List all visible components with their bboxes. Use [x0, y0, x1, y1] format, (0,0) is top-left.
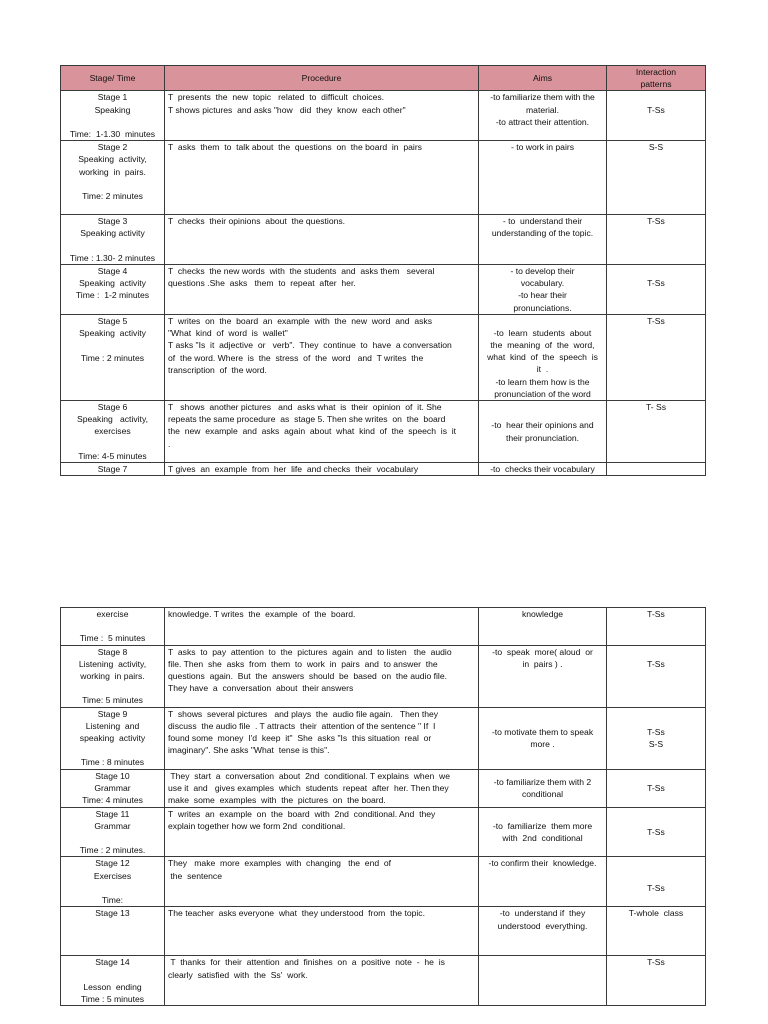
stage-cell-line: Grammar	[94, 820, 131, 831]
stage-cell-line: Speaking activity	[80, 228, 145, 239]
procedure-cell-line: T shows several pictures and plays the audio file again. Then they	[168, 708, 439, 719]
interaction-cell-line	[610, 91, 702, 103]
stage-cell-line: Stage 10	[95, 770, 130, 781]
interaction-cell-line: S-S	[648, 739, 664, 750]
stage-cell	[61, 769, 165, 807]
procedure-cell	[165, 265, 479, 315]
aims-cell	[479, 645, 607, 707]
stage-cell-line	[64, 832, 161, 844]
stage-cell-line	[64, 682, 161, 694]
aims-cell-line: -to familiarize them with 2	[493, 776, 592, 787]
procedure-cell-line: discuss the audio file . T attracts their attention of the sentence " If I	[168, 720, 436, 731]
interaction-cell-line: T-Ss	[647, 104, 665, 115]
stage-cell-line	[64, 178, 161, 190]
stage-cell-line: exercises	[94, 426, 131, 437]
table-row	[61, 608, 706, 646]
interaction-cell	[607, 91, 706, 141]
interaction-cell-line: T-Ss	[647, 826, 665, 837]
aims-cell-line: -to hear their opinions and	[491, 420, 594, 431]
stage-cell	[61, 91, 165, 141]
stage-cell-line: Speaking activity,	[76, 414, 148, 425]
procedure-cell-line: clearly satisfied with the Ss' work.	[168, 969, 308, 980]
procedure-cell	[165, 907, 479, 956]
stage-cell-line: Stage 4	[97, 266, 128, 276]
aims-cell-line: material.	[526, 104, 559, 115]
interaction-cell-line: T-Ss	[647, 609, 665, 619]
stage-cell-line: working in pairs.	[80, 671, 145, 681]
stage-cell-line: Stage 2	[97, 142, 128, 153]
procedure-cell	[165, 401, 479, 463]
aims-cell	[479, 807, 607, 857]
procedure-cell-line: T shows pictures and asks "how did they know each other"	[168, 104, 406, 115]
stage-cell	[61, 608, 165, 646]
interaction-cell	[607, 707, 706, 769]
table-header-row	[61, 66, 706, 91]
stage-cell-line: Stage 6	[97, 402, 128, 412]
header-procedure: Procedure	[165, 66, 479, 91]
interaction-cell	[607, 315, 706, 401]
aims-cell-line: -to checks their vocabulary	[490, 464, 595, 474]
table-row	[61, 215, 706, 265]
stage-cell-line: Time : 8 minutes	[80, 757, 145, 768]
aims-cell-line: -to understand if they	[499, 908, 586, 919]
table-row	[61, 857, 706, 907]
interaction-cell-line	[610, 265, 702, 277]
stage-cell-line: Stage 9	[97, 708, 128, 719]
table-row	[61, 907, 706, 956]
stage-cell-line	[64, 744, 161, 756]
aims-cell	[479, 857, 607, 907]
aims-cell-line: -to learn them how is the	[495, 376, 590, 387]
procedure-cell-line: T writes on the board an example with the new word and asks	[168, 316, 432, 326]
aims-cell-line: in pairs ) .	[522, 658, 563, 669]
stage-cell-line: Stage 13	[95, 908, 130, 919]
header-stage-time: Stage/ Time	[61, 66, 165, 91]
stage-cell-line	[64, 438, 161, 450]
stage-cell	[61, 401, 165, 463]
procedure-cell	[165, 645, 479, 707]
stage-cell-line: Time : 2 minutes.	[79, 845, 146, 856]
interaction-cell-line: T-Ss	[647, 957, 665, 968]
table-row	[61, 707, 706, 769]
stage-cell-line: Lesson ending	[83, 981, 142, 992]
procedure-cell	[165, 769, 479, 807]
procedure-cell-line: T presents the new topic related to difficult choices.	[168, 92, 385, 103]
procedure-cell-line: the sentence	[168, 870, 222, 881]
stage-cell-line: Stage 11	[95, 808, 130, 819]
procedure-cell-line: The teacher asks everyone what they understood from the topic.	[168, 908, 425, 919]
aims-cell	[479, 215, 607, 265]
stage-cell-line: Stage 14	[95, 957, 130, 968]
table-body-part-1	[61, 91, 706, 476]
procedure-cell-line: T thanks for their attention and finishes on a positive note - he is	[168, 957, 445, 968]
aims-cell	[479, 769, 607, 807]
aims-cell-line: - to develop their	[510, 266, 575, 276]
interaction-cell	[607, 857, 706, 907]
stage-cell-line: Time : 1.30- 2 minutes	[69, 252, 156, 263]
stage-cell-line: Stage 12	[95, 858, 130, 869]
lesson-plan-table-part-2	[60, 607, 705, 1006]
procedure-cell	[165, 463, 479, 476]
stage-cell	[61, 265, 165, 315]
procedure-cell-line: file. Then she asks from them to work in pairs and to answer the	[168, 658, 438, 669]
procedure-cell	[165, 91, 479, 141]
stage-cell	[61, 215, 165, 265]
aims-cell-line: vocabulary.	[520, 278, 565, 289]
stage-cell-line: Stage 3	[97, 216, 128, 227]
stage-cell-line: Time:	[101, 894, 124, 905]
procedure-cell-line: .	[168, 438, 171, 449]
aims-cell-line	[482, 956, 603, 968]
stage-cell-line: Listening activity,	[78, 658, 147, 669]
interaction-cell	[607, 608, 706, 646]
stage-cell-line: Stage 5	[97, 316, 128, 326]
stage-cell-line: Speaking activity	[79, 328, 146, 339]
interaction-cell-line: T- Ss	[645, 402, 667, 412]
stage-cell-line: Grammar	[94, 782, 131, 793]
stage-cell	[61, 463, 165, 476]
procedure-cell-line: They have a conversation about their answers	[168, 683, 354, 694]
aims-cell-line: -to attract their attention.	[495, 116, 590, 127]
procedure-cell-line: the new example and asks again about what kind of the speech is it	[168, 426, 457, 437]
aims-cell-line: with 2nd conditional	[502, 832, 583, 843]
procedure-cell	[165, 215, 479, 265]
stage-cell-line: Listening and	[85, 720, 140, 731]
aims-cell	[479, 265, 607, 315]
stage-cell-line: Speaking activity	[79, 278, 146, 289]
aims-cell-line: -to familiarize them more	[492, 820, 593, 831]
procedure-cell-line: questions .She asks them to repeat after her.	[168, 278, 356, 289]
procedure-cell-line: T gives an example from her life and checks their vocabulary	[168, 464, 419, 474]
procedure-cell-line: T checks their opinions about the questions.	[168, 216, 346, 227]
stage-cell	[61, 645, 165, 707]
aims-cell	[479, 956, 607, 1006]
procedure-cell	[165, 315, 479, 401]
aims-cell-line: conditional	[521, 789, 564, 800]
aims-cell-line: pronunciations.	[513, 302, 572, 313]
stage-cell	[61, 315, 165, 401]
stage-cell	[61, 141, 165, 215]
stage-cell-line	[64, 116, 161, 128]
procedure-cell-line: found some money I'd keep it" She asks "Is this situation real or	[168, 733, 432, 743]
stage-cell-line	[64, 969, 161, 981]
interaction-cell	[607, 215, 706, 265]
interaction-cell	[607, 463, 706, 476]
stage-cell-line: speaking activity	[79, 733, 146, 743]
stage-cell-line: Time: 2 minutes	[82, 191, 143, 201]
procedure-cell-line: imaginary". She asks "What tense is this".	[168, 745, 330, 756]
interaction-cell-line	[610, 646, 702, 658]
stage-cell-line: exercise	[96, 609, 129, 619]
aims-cell-line: - to understand their	[502, 216, 583, 227]
table-row	[61, 265, 706, 315]
aims-cell-line: understood everything.	[497, 920, 588, 931]
stage-cell-line: Speaking	[94, 104, 131, 115]
stage-cell	[61, 857, 165, 907]
table-row	[61, 91, 706, 141]
stage-cell-line: Stage 1	[97, 92, 128, 103]
interaction-cell-line	[610, 870, 702, 882]
stage-cell-line: Time: 4-5 minutes	[78, 450, 147, 461]
stage-cell-line: Time : 5 minutes	[79, 633, 146, 644]
interaction-cell-line: T-Ss	[647, 782, 665, 793]
interaction-cell	[607, 956, 706, 1006]
stage-cell-line	[64, 240, 161, 252]
aims-cell-line: it .	[536, 364, 549, 375]
stage-cell-line: working in pairs.	[79, 166, 146, 177]
procedure-cell-line: T asks to pay attention to the pictures again and to listen the audio	[168, 646, 452, 657]
table-row	[61, 401, 706, 463]
table-row	[61, 141, 706, 215]
header-aims: Aims	[479, 66, 607, 91]
aims-cell	[479, 707, 607, 769]
table-row	[61, 769, 706, 807]
procedure-cell	[165, 608, 479, 646]
stage-cell-line: Exercises	[93, 870, 132, 881]
aims-cell	[479, 91, 607, 141]
procedure-cell-line: questions again. But the answers should be based on the audio file.	[168, 671, 448, 681]
procedure-cell-line: They start a conversation about 2nd conditional. T explains when we	[168, 770, 451, 781]
stage-cell-line: Stage 7	[97, 464, 128, 474]
table-row	[61, 463, 706, 476]
procedure-cell	[165, 956, 479, 1006]
procedure-cell-line: "What kind of word is wallet"	[168, 328, 288, 339]
interaction-cell-line	[610, 463, 702, 475]
interaction-cell-line: T-Ss	[647, 658, 665, 669]
procedure-cell	[165, 707, 479, 769]
procedure-cell-line: knowledge. T writes the example of the board.	[168, 609, 356, 619]
interaction-cell	[607, 401, 706, 463]
interaction-cell-line: T-Ss	[647, 726, 665, 737]
interaction-cell	[607, 141, 706, 215]
stage-cell	[61, 807, 165, 857]
procedure-cell-line: explain together how we form 2nd conditional.	[168, 820, 346, 831]
aims-cell-line: the meaning of the word,	[490, 339, 595, 350]
stage-cell-line	[64, 882, 161, 894]
procedure-cell-line: They make more examples with changing the end of	[168, 858, 392, 869]
aims-cell-line: -to speak more( aloud or	[492, 646, 593, 657]
aims-cell-line: their pronunciation.	[505, 432, 580, 443]
stage-cell-line: Time : 2 minutes	[80, 352, 145, 363]
table-row	[61, 807, 706, 857]
procedure-cell-line: T checks the new words with the students and asks them several	[168, 266, 435, 276]
aims-cell-line: knowledge	[521, 609, 564, 619]
procedure-cell-line: T shows another pictures and asks what is their opinion of it. She	[168, 402, 442, 412]
procedure-cell-line: T writes an example on the board with 2nd conditional. And they	[168, 808, 436, 819]
interaction-cell-line: T-whole class	[628, 908, 684, 919]
interaction-cell	[607, 807, 706, 857]
table-row	[61, 645, 706, 707]
aims-cell-line: pronunciation of the word	[494, 388, 591, 399]
interaction-cell-line: T-Ss	[647, 278, 665, 289]
stage-cell-line	[64, 620, 161, 632]
interaction-cell-line: T-Ss	[647, 216, 665, 227]
header-interaction-patterns: Interaction patterns	[607, 66, 706, 91]
interaction-cell-line: T-Ss	[647, 882, 665, 893]
stage-cell-line	[64, 339, 161, 351]
stage-cell-line: Time : 5 minutes	[80, 993, 145, 1004]
aims-cell-line: more .	[530, 739, 555, 750]
interaction-cell-line	[610, 857, 702, 869]
aims-cell	[479, 315, 607, 401]
aims-cell	[479, 463, 607, 476]
table-row	[61, 956, 706, 1006]
stage-cell	[61, 707, 165, 769]
interaction-cell	[607, 645, 706, 707]
stage-cell	[61, 956, 165, 1006]
aims-cell-line: -to confirm their knowledge.	[488, 858, 597, 869]
table-row	[61, 315, 706, 401]
aims-cell-line: what kind of the speech is	[487, 352, 598, 363]
aims-cell	[479, 907, 607, 956]
interaction-cell-line: T-Ss	[647, 316, 665, 326]
aims-cell-line: - to work in pairs	[510, 142, 575, 153]
interaction-cell	[607, 265, 706, 315]
procedure-cell-line: of the word. Where is the stress of the word and T writes the	[168, 352, 424, 363]
interaction-cell-line: S-S	[648, 142, 664, 153]
aims-cell-line: -to learn students about	[493, 327, 592, 338]
stage-cell-line: Speaking activity,	[78, 154, 147, 165]
aims-cell	[479, 608, 607, 646]
table-body-part-2	[61, 608, 706, 1006]
stage-cell-line: Time: 4 minutes	[82, 795, 143, 805]
stage-cell-line: Time: 5 minutes	[82, 695, 143, 706]
procedure-cell	[165, 141, 479, 215]
stage-cell-line: Time : 1-2 minutes	[75, 290, 150, 301]
procedure-cell-line: make some examples with the pictures on the board.	[168, 795, 386, 805]
procedure-cell-line: T asks "Is it adjective or verb". They continue to have a conversation	[168, 340, 452, 351]
stage-cell-line: Time: 1-1.30 minutes	[69, 129, 156, 139]
procedure-cell-line: repeats the same procedure as stage 5. Then she writes on the board	[168, 414, 446, 425]
stage-cell-line: Stage 8	[97, 646, 128, 657]
stage-cell	[61, 907, 165, 956]
aims-cell	[479, 141, 607, 215]
procedure-cell-line: T asks them to talk about the questions on the board in pairs	[168, 142, 422, 153]
procedure-cell-line: transcription of the word.	[168, 364, 267, 375]
aims-cell-line: -to familiarize them with the	[490, 92, 595, 103]
aims-cell-line: understanding of the topic.	[491, 228, 594, 239]
interaction-cell	[607, 769, 706, 807]
procedure-cell	[165, 807, 479, 857]
procedure-cell-line: use it and gives examples which students repeat after her. Then they	[168, 782, 449, 793]
aims-cell-line: -to hear their	[518, 290, 567, 301]
aims-cell-line: -to motivate them to speak	[491, 726, 594, 737]
procedure-cell	[165, 857, 479, 907]
lesson-plan-table-part-1	[60, 65, 705, 476]
interaction-cell	[607, 907, 706, 956]
aims-cell	[479, 401, 607, 463]
